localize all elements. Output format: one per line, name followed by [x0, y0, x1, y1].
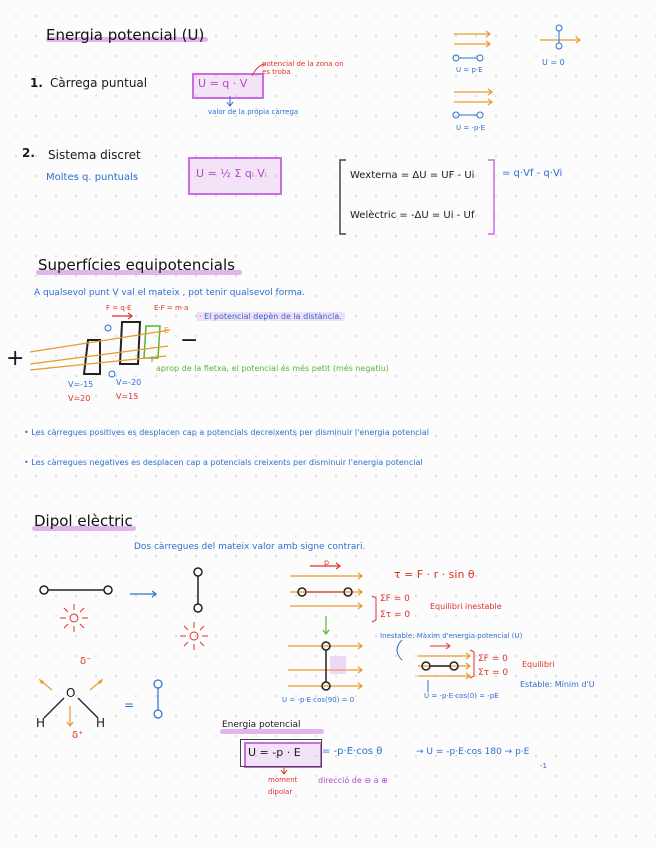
moment-note-2: dipolar — [268, 788, 293, 796]
unstable-note: Inestable: Màxim d'energia potencial (U) — [380, 632, 523, 640]
oxygen: O — [66, 686, 76, 700]
item1-formula: U = q · V — [198, 77, 248, 90]
item2-formula: U = ½ Σ qᵢ Vᵢ — [196, 167, 267, 180]
delta-minus: δ⁻ — [80, 656, 92, 667]
item1-number: 1. — [30, 76, 43, 90]
stable-note: Estable: Mínim d'U — [520, 680, 595, 689]
hydrogen-1: H — [36, 716, 46, 730]
moment-arrow — [281, 766, 287, 774]
dipole-title: Dipol elèctric — [34, 512, 133, 530]
bullet-negative: • Les càrregues negatives es desplacen cap a potencials creixents per disminuir l'energia potencial — [24, 458, 423, 467]
field-arrows-top — [454, 31, 580, 105]
blue-transform-arrow — [130, 591, 156, 597]
equi-title: Superfícies equipotencials — [38, 256, 235, 274]
item1-note-red: potencial de la zona on es troba — [262, 60, 344, 76]
force-label-2: E·F = m·a — [154, 304, 189, 312]
item1-label: Càrrega puntual — [50, 76, 148, 90]
plus-sign: + — [6, 346, 25, 371]
dipole-stable — [372, 596, 474, 679]
dipole-in-field-vertical — [288, 642, 362, 690]
work-external: Wexterna = ΔU = UF - Ui — [350, 170, 475, 181]
note-arrow — [252, 64, 266, 76]
rotation-arrow — [323, 616, 329, 634]
unstable-label: Equilibri inestable — [430, 602, 502, 611]
dipole-energy-formula: U = -p · E — [248, 746, 301, 759]
item2-label: Sistema discret — [48, 148, 141, 162]
work-electric: Welèctric = -ΔU = Ui - Uf — [350, 210, 475, 221]
water-dipole-icon — [154, 680, 162, 718]
u-0-formula: U = -p·E·cos(0) = -pE — [424, 692, 499, 700]
label-u-pe: U = p·E — [456, 66, 483, 74]
sum-torque-2: Στ = 0 — [478, 668, 509, 678]
equi-intro: A qualsevol punt V val el mateix , pot tenir qualsevol forma. — [34, 288, 305, 298]
direction-note: direcció de ⊖ a ⊕ — [318, 776, 388, 785]
force-arrow — [112, 313, 132, 319]
dipole-field-lines-1 — [60, 604, 88, 632]
sum-forces-1: ΣF = 0 — [380, 594, 410, 604]
note-distance-text: · El potencial depèn de la distància. — [196, 312, 345, 321]
dipole-vertical — [194, 568, 202, 612]
charges-equi — [105, 325, 115, 377]
e-label: E — [164, 326, 170, 335]
hydrogen-2: H — [96, 716, 106, 730]
v2-label-a: V=-20 — [116, 378, 142, 387]
dipole-horizontal — [40, 586, 112, 594]
label-u-neg: U = -p·E — [456, 124, 486, 132]
dipole-aligned-icon — [453, 25, 562, 118]
arrow-note: aprop de la fletxa, el potencial és més petit (més negatiu) — [156, 364, 389, 373]
energy-title: Energia potencial (U) — [46, 26, 205, 44]
dipole-field-lines-2 — [180, 622, 208, 650]
dipole-energy-rest: = -p·E·cos θ — [322, 746, 383, 757]
v1-label-b: V=20 — [68, 394, 91, 403]
energy-minus-one: -1 — [540, 762, 547, 770]
item2-number: 2. — [22, 146, 35, 160]
minus-sign: − — [180, 328, 199, 353]
work-bracket — [340, 160, 494, 234]
dipole-energy-rest2: → U = -p·E·cos 180 → p·E — [416, 747, 530, 757]
bullet-positive-text: Les càrregues positives es desplacen cap a potencials decreixents per disminuir l'energia potencial — [31, 428, 430, 437]
v1-label-a: V=-15 — [68, 380, 94, 389]
torque-formula: τ = F · r · sin θ — [394, 568, 475, 581]
delta-plus: δ⁺ — [72, 730, 84, 741]
bullet-negative-text: Les càrregues negatives es desplacen cap a potencials creixents per disminuir l'energia potencial — [31, 458, 423, 467]
stable-label: Equilibri — [522, 660, 555, 669]
dipole-in-field-horizontal — [290, 563, 362, 609]
force-label: F = q·E — [106, 304, 132, 312]
energy-subtitle: Energia potencial — [222, 720, 301, 730]
moment-note-1: moment — [268, 776, 298, 784]
water-molecule — [40, 680, 102, 726]
item2-sub: Moltes q. puntuals — [46, 172, 139, 183]
blue-arrow-down — [227, 96, 233, 106]
label-u-zero: U = 0 — [542, 58, 565, 67]
work-external-tail: = q·Vf - q·Vi — [502, 168, 563, 179]
dipole-intro: Dos càrregues del mateix valor amb signe contrari. — [134, 542, 366, 552]
equals-sign: = — [124, 698, 135, 712]
v2-label-b: V=15 — [116, 392, 139, 401]
p-label-1: p — [324, 558, 330, 567]
sum-forces-2: ΣF = 0 — [478, 654, 508, 664]
sum-torque-1: Στ = 0 — [380, 610, 411, 620]
bullet-positive: • Les càrregues positives es desplacen cap a potencials decreixents per disminuir l'energia potencial — [24, 428, 430, 437]
u-90-formula: U = -p·E·cos(90) = 0 — [282, 696, 355, 704]
item1-note-blue: valor de la pròpia càrrega — [208, 108, 299, 116]
